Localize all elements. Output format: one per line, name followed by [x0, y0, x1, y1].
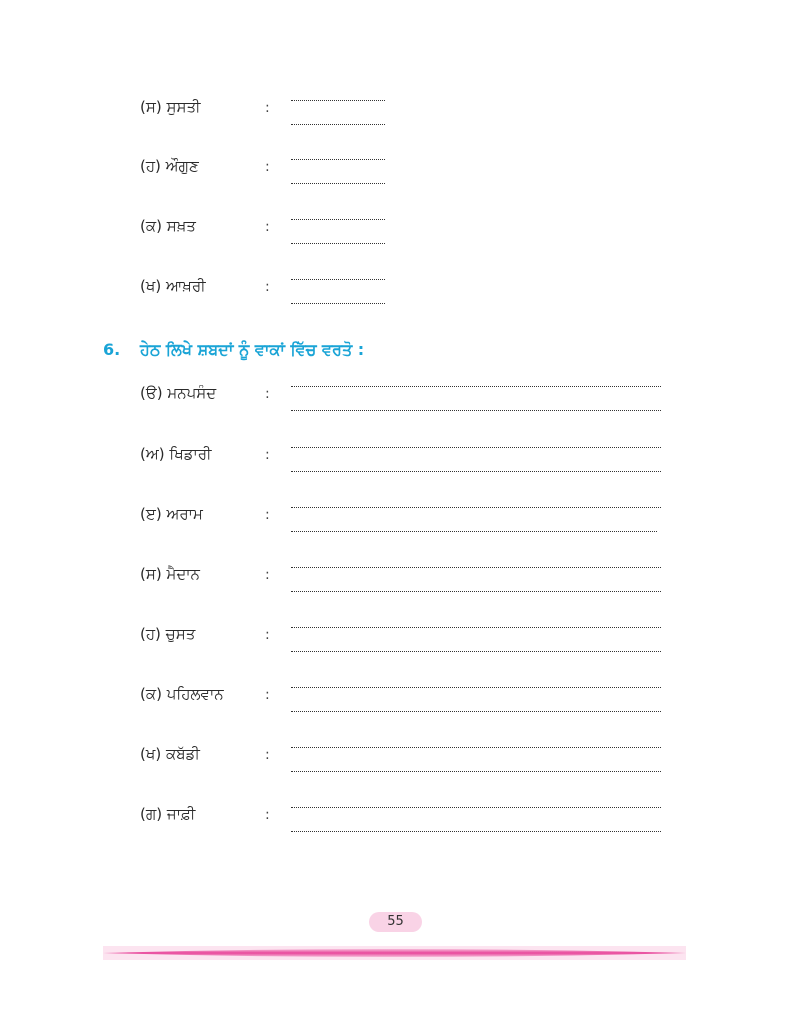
- answer-line: [291, 410, 661, 411]
- answer-line: [291, 124, 385, 125]
- exercise-row: [0, 447, 791, 507]
- exercise-row: [0, 507, 791, 567]
- answer-line: [291, 687, 661, 688]
- page-number-badge: 55: [369, 912, 422, 932]
- answer-line: [291, 447, 661, 448]
- answer-line: [291, 386, 661, 387]
- answer-line: [291, 567, 661, 568]
- answer-line: [291, 711, 661, 712]
- colon: :: [265, 159, 270, 175]
- section-title: ਹੇਠ ਲਿਖੇ ਸ਼ਬਦਾਂ ਨੂੰ ਵਾਕਾਂ ਵਿੱਚ ਵਰਤੋ :: [140, 340, 365, 359]
- answer-line: [291, 507, 661, 508]
- colon: :: [265, 687, 270, 703]
- word-label: (ਹ) ਚੁਸਤ: [140, 625, 196, 643]
- answer-line: [291, 771, 661, 772]
- answer-line: [291, 651, 661, 652]
- answer-line: [291, 627, 661, 628]
- colon: :: [265, 567, 270, 583]
- exercise-row: [0, 159, 791, 219]
- word-label: (ਕ) ਪਹਿਲਵਾਨ: [140, 685, 224, 703]
- colon: :: [265, 219, 270, 235]
- word-label: (ਖ) ਆਖ਼ਰੀ: [140, 277, 206, 295]
- word-label: (ੲ) ਅਰਾਮ: [140, 505, 203, 523]
- exercise-row: [0, 807, 791, 867]
- colon: :: [265, 627, 270, 643]
- word-label: (ੳ) ਮਨਪਸੰਦ: [140, 384, 217, 402]
- section-heading: [103, 340, 364, 360]
- answer-line: [291, 807, 661, 808]
- word-label: (ਗ) ਜਾਫ਼ੀ: [140, 805, 196, 823]
- exercise-row: [0, 687, 791, 747]
- answer-line: [291, 303, 385, 304]
- exercise-row: [0, 219, 791, 279]
- answer-line: [291, 531, 657, 532]
- answer-line: [291, 279, 385, 280]
- exercise-row: [0, 279, 791, 339]
- colon: :: [265, 807, 270, 823]
- answer-line: [291, 100, 385, 101]
- answer-line: [291, 219, 385, 220]
- word-label: (ਸ) ਸੁਸਤੀ: [140, 98, 201, 116]
- answer-line: [291, 159, 385, 160]
- word-label: (ਖ) ਕਬੱਡੀ: [140, 745, 200, 763]
- answer-line: [291, 183, 385, 184]
- colon: :: [265, 100, 270, 116]
- answer-line: [291, 471, 661, 472]
- exercise-row: [0, 100, 791, 160]
- colon: :: [265, 279, 270, 295]
- exercise-row: [0, 386, 791, 446]
- footer-decorative-bar: [103, 946, 686, 960]
- colon: :: [265, 386, 270, 402]
- colon: :: [265, 747, 270, 763]
- answer-line: [291, 747, 661, 748]
- exercise-row: [0, 747, 791, 807]
- answer-line: [291, 591, 661, 592]
- word-label: (ਅ) ਖਿਡਾਰੀ: [140, 445, 212, 463]
- answer-line: [291, 243, 385, 244]
- word-label: (ਕ) ਸਖ਼ਤ: [140, 217, 196, 235]
- word-label: (ਸ) ਮੈਦਾਨ: [140, 565, 200, 583]
- colon: :: [265, 447, 270, 463]
- section-number: 6.: [103, 340, 121, 359]
- exercise-row: [0, 627, 791, 687]
- word-label: (ਹ) ਔਗੁਣ: [140, 157, 199, 175]
- colon: :: [265, 507, 270, 523]
- exercise-row: [0, 567, 791, 627]
- answer-line: [291, 831, 661, 832]
